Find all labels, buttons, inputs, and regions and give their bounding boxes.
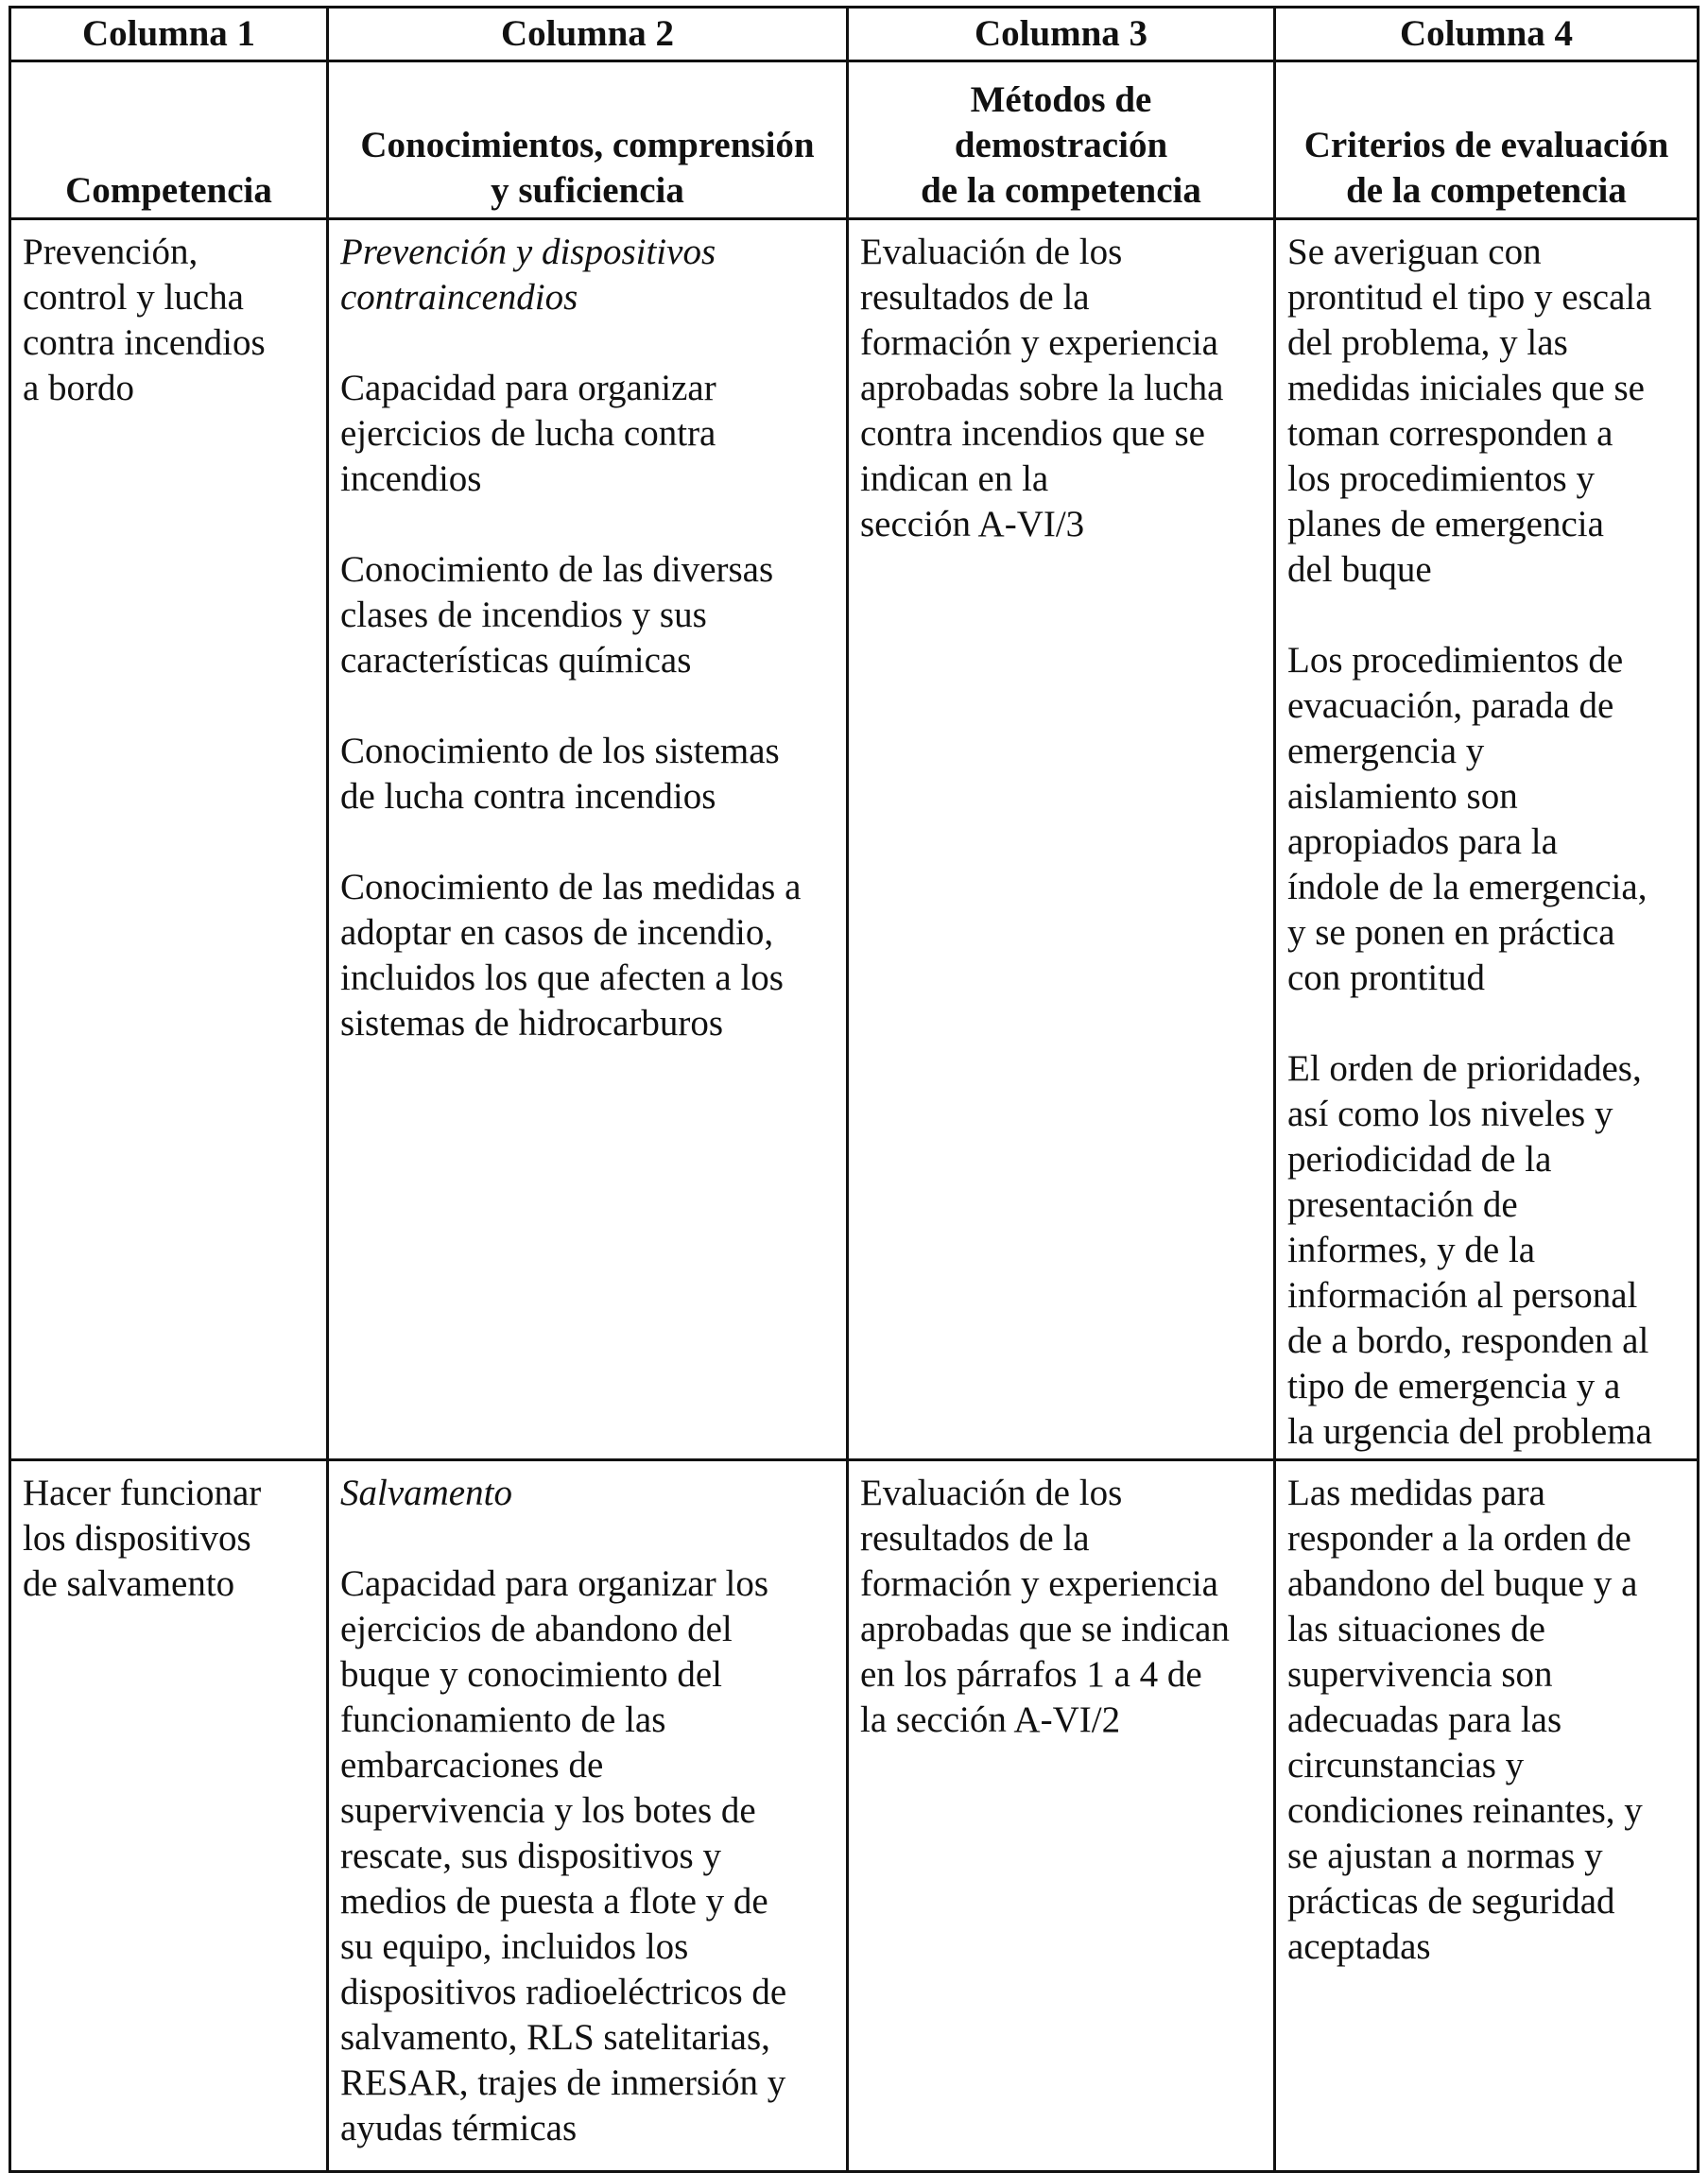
criteria-cell [1275,219,1699,1460]
knowledge-item: Conocimiento de las diversas clases de incendios y sus características químicas [340,549,774,681]
knowledge-item: Conocimiento de los sistemas de lucha contra incendios [340,731,780,817]
table-row [10,1460,1699,2172]
column-number-1: Columna 1 [10,8,328,61]
column-title-conocimientos: Conocimientos, comprensión y suficiencia [328,61,848,219]
competencia-cell: Hacer funcionar los dispositivos de salvamento [10,1460,328,2172]
criteria-item: El orden de prioridades, así como los niveles y periodicidad de la presentación de informes, y de la información al personal de a bordo, responden al tipo de emergencia y a la urgencia del problema [1287,1048,1652,1452]
knowledge-heading: Prevención y dispositivos contraincendios [340,232,716,318]
criteria-item: Los procedimientos de evacuación, parada de emergencia y aislamiento son apropiados para la índole de la emergencia, y se ponen en práctica con prontitud [1287,640,1648,998]
table-row [10,219,1699,1460]
column-number-4: Columna 4 [1275,8,1699,61]
methods-cell: Evaluación de los resultados de la formación y experiencia aprobadas que se indican en los párrafos 1 a 4 de la sección A-VI/2 [848,1460,1275,2172]
column-title-criterios: Criterios de evaluación de la competencia [1275,61,1699,219]
competencia-cell: Prevención, control y lucha contra incendios a bordo [10,219,328,1460]
column-number-row [10,8,1699,61]
competence-table [9,6,1699,2173]
column-title-metodos: Métodos de demostración de la competencia [848,61,1275,219]
methods-cell: Evaluación de los resultados de la formación y experiencia aprobadas sobre la lucha contra incendios que se indican en la sección A-VI/3 [848,219,1275,1460]
column-title-competencia: Competencia [10,61,328,219]
knowledge-item: Capacidad para organizar los ejercicios de abandono del buque y conocimiento del funcionamiento de las embarcaciones de supervivencia y los botes de rescate, sus dispositivos y medios de puesta a flote y de su equipo, incluidos los dispositivos radioeléctricos de salvamento, RLS satelitarias, RESAR, trajes de inmersión y ayudas térmicas [340,1563,787,2148]
criteria-item: Las medidas para responder a la orden de abandono del buque y a las situaciones de supervivencia son adecuadas para las circunstancias y condiciones reinantes, y se ajustan a normas y prácticas de seguridad aceptadas [1287,1473,1643,1967]
knowledge-heading: Salvamento [340,1473,512,1513]
criteria-item: Se averiguan con prontitud el tipo y escala del problema, y las medidas iniciales que se toman corresponden a los procedimientos y planes de emergencia del buque [1287,232,1652,590]
knowledge-cell [328,1460,848,2172]
column-number-2: Columna 2 [328,8,848,61]
knowledge-cell [328,219,848,1460]
knowledge-item: Capacidad para organizar ejercicios de lucha contra incendios [340,368,716,499]
column-number-3: Columna 3 [848,8,1275,61]
column-title-row [10,61,1699,219]
criteria-cell [1275,1460,1699,2172]
knowledge-item: Conocimiento de las medidas a adoptar en casos de incendio, incluidos los que afecten a los sistemas de hidrocarburos [340,867,802,1043]
